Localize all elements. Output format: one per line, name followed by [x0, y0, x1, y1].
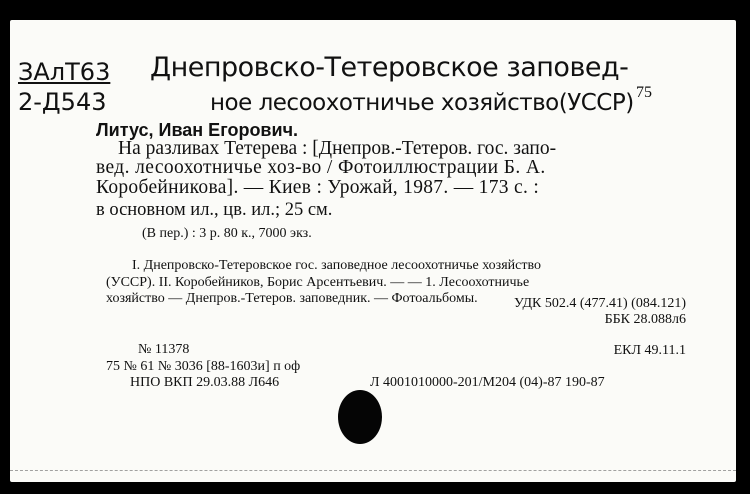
corner-number: 75: [636, 84, 652, 101]
price-line: (В пер.) : 3 р. 80 к., 7000 экз.: [142, 226, 312, 241]
bbk-index: ББК 28.088л6: [604, 312, 686, 327]
punch-hole: [338, 390, 382, 444]
handwritten-title-line1: Днепровско-Тетеровское заповед-: [150, 52, 629, 83]
card-bottom-edge: [10, 470, 736, 472]
tracing-line2: (УССР). II. Коробейников, Борис Арсентьевич. — — 1. Лесоохотничье: [106, 275, 530, 290]
tracing-line3: хозяйство — Днепров.-Тетеров. заповедник. — Фотоальбомы.: [106, 291, 478, 306]
order-line: 75 № 61 № 3036 [88-1603и] п оф: [106, 359, 301, 374]
shelfmark-line2: 2-Д543: [18, 88, 107, 116]
description-line1: На разливах Тетерева : [Днепров.-Тетеров. гос. запо-: [118, 138, 557, 159]
description-line4: в основном ил., цв. ил.; 25 см.: [96, 200, 333, 220]
udk-index: УДК 502.4 (477.41) (084.121): [513, 296, 686, 311]
tracing-line1: I. Днепровско-Тетеровское гос. заповедное лесоохотничье хозяйство: [132, 258, 541, 273]
description-line3: Коробейникова]. — Киев : Урожай, 1987. — 173 с. :: [96, 177, 540, 198]
shelfmark-line1: ЗАлТ63: [18, 58, 111, 86]
catalog-card: [10, 20, 736, 482]
npo-line: НПО ВКП 29.03.88 Л646: [130, 375, 280, 390]
card-number: № 11378: [138, 342, 190, 357]
description-line2: вед. лесоохотничье хоз-во / Фотоиллюстрации Б. А.: [96, 157, 546, 178]
author-heading: Литус, Иван Егорович.: [96, 120, 299, 140]
handwritten-title-line2: ное лесоохотничье хозяйство(УССР): [210, 90, 634, 116]
ekl-index: ЕКЛ 49.11.1: [613, 343, 686, 358]
catalog-code: Л 4001010000-201/М204 (04)-87 190-87: [370, 375, 605, 390]
